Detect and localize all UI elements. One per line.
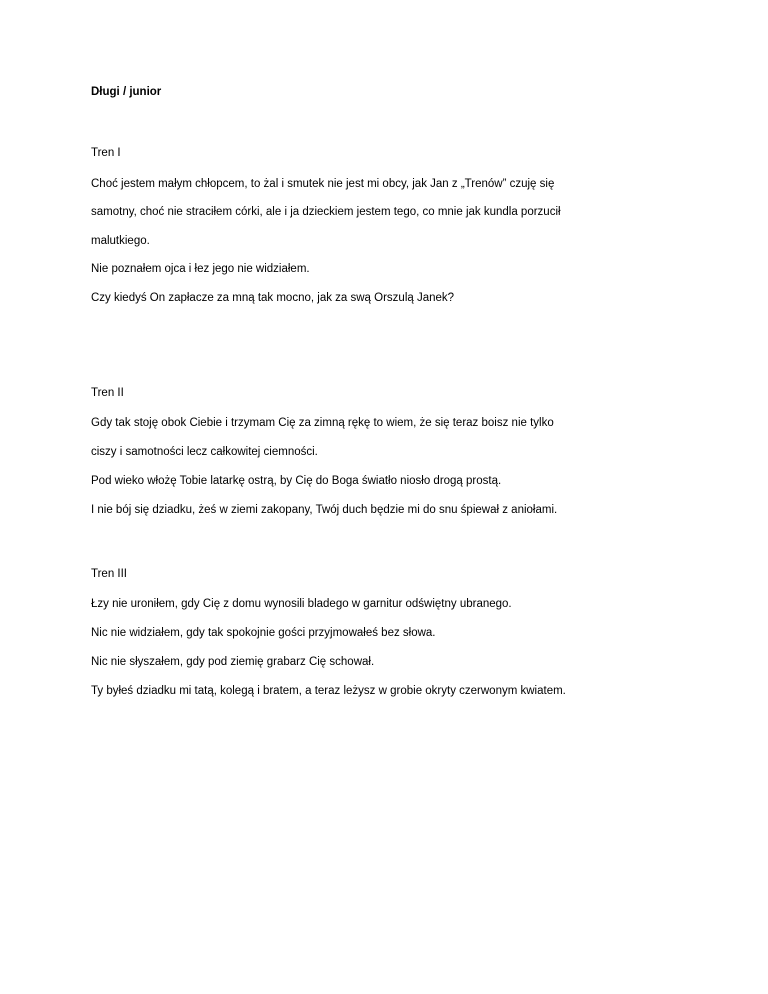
tren-1-line-1: Choć jestem małym chłopcem, to żal i smutek nie jest mi obcy, jak Jan z „Trenów” czuję się	[91, 178, 555, 190]
tren-1-line-3: malutkiego.	[91, 235, 150, 247]
tren-2-title: Tren II	[91, 387, 124, 399]
tren-1-title: Tren I	[91, 147, 121, 159]
tren-2-line-2: ciszy i samotności lecz całkowitej ciemności.	[91, 446, 318, 458]
tren-1-line-2: samotny, choć nie straciłem córki, ale i ja dzieckiem jestem tego, co mnie jak kundla porzucił	[91, 206, 561, 218]
tren-2-line-3: Pod wieko włożę Tobie latarkę ostrą, by Cię do Boga światło niosło drogą prostą.	[91, 475, 502, 487]
tren-2-line-4: I nie bój się dziadku, żeś w ziemi zakopany, Twój duch będzie mi do snu śpiewał z aniołami.	[91, 504, 558, 516]
tren-1-line-4: Nie poznałem ojca i łez jego nie widziałem.	[91, 263, 310, 275]
tren-3-line-3: Nic nie słyszałem, gdy pod ziemię grabarz Cię schował.	[91, 656, 375, 668]
tren-1-line-5: Czy kiedyś On zapłacze za mną tak mocno, jak za swą Orszulą Janek?	[91, 292, 455, 304]
tren-3-title: Tren III	[91, 568, 127, 580]
document-header: Długi / junior	[91, 86, 162, 98]
tren-3-line-1: Łzy nie uroniłem, gdy Cię z domu wynosili bladego w garnitur odświętny ubranego.	[91, 598, 512, 610]
tren-3-line-2: Nic nie widziałem, gdy tak spokojnie gości przyjmowałeś bez słowa.	[91, 627, 436, 639]
tren-2-line-1: Gdy tak stoję obok Ciebie i trzymam Cię za zimną rękę to wiem, że się teraz boisz nie tylko	[91, 417, 554, 429]
tren-3-line-4: Ty byłeś dziadku mi tatą, kolegą i bratem, a teraz leżysz w grobie okryty czerwonym kwiatem.	[91, 685, 566, 697]
